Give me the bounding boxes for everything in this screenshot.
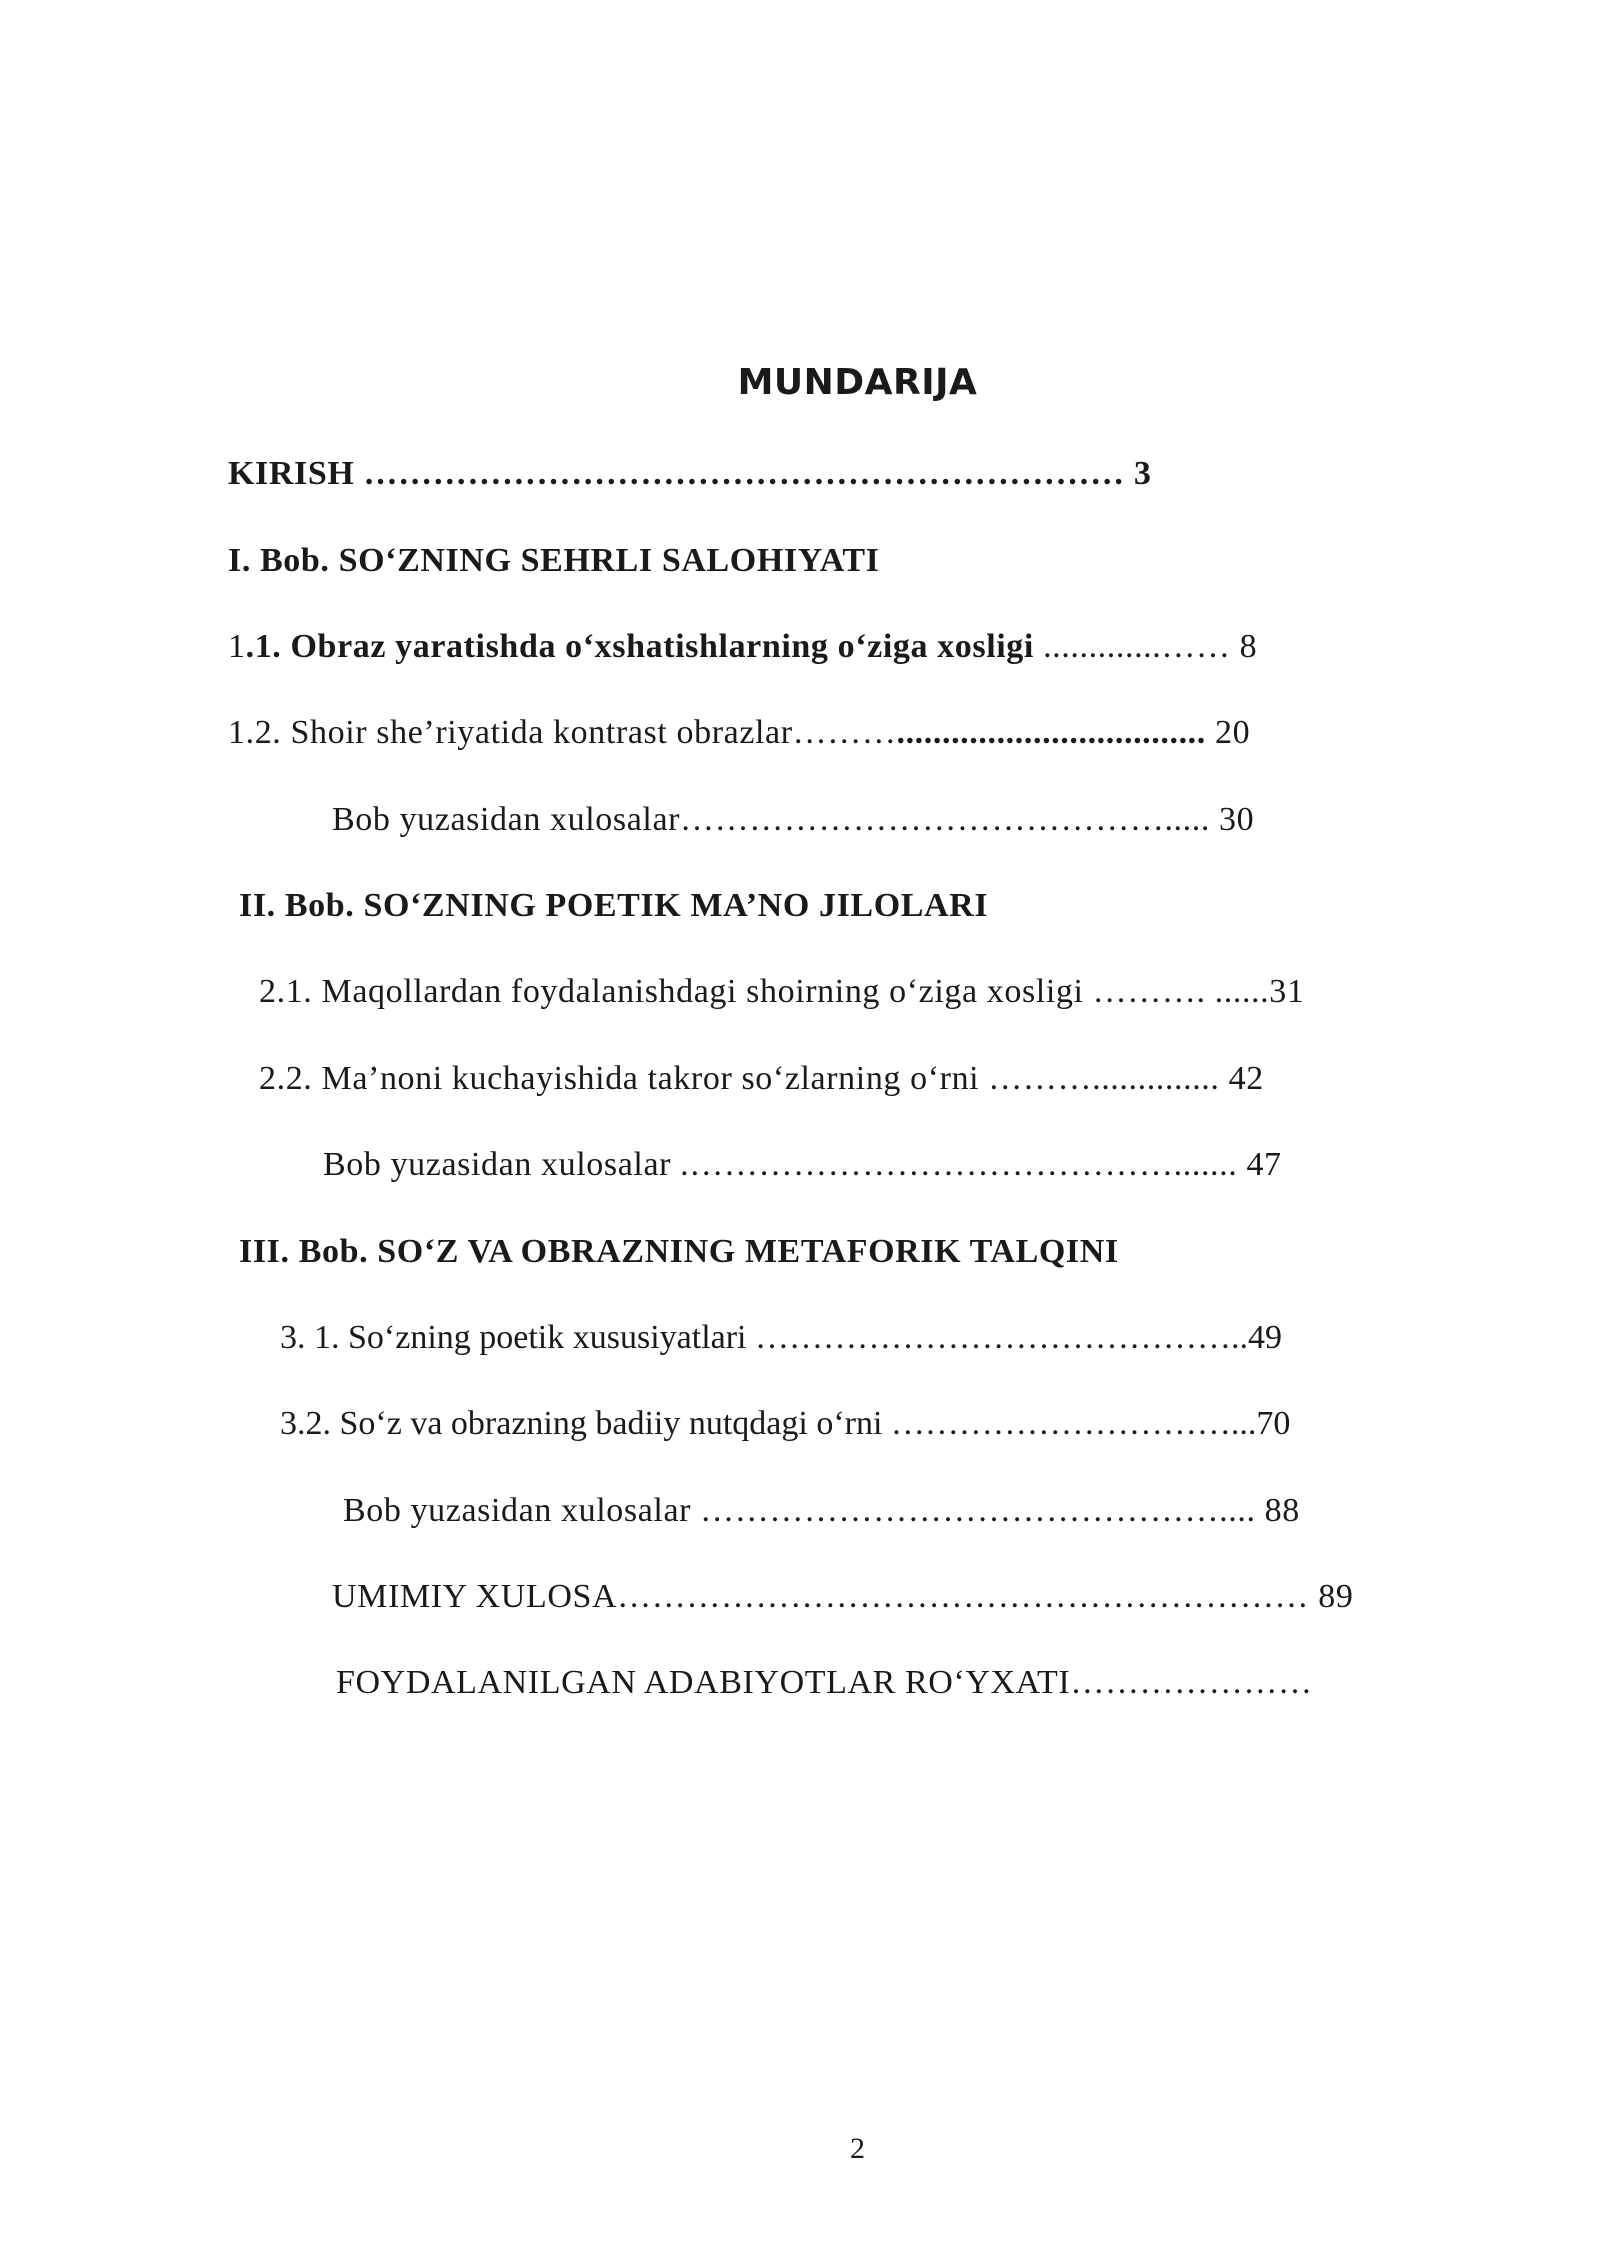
toc-entry-conclusion: UMIMIY XULOSA…………………………………………………… 89: [332, 1578, 1354, 1615]
toc-entry-1-summary: Bob yuzasidan xulosalar……………………………………..... 30: [332, 801, 1255, 838]
toc-entry-1-1-page: .............…… 8: [1033, 628, 1258, 665]
toc-entry-1-2-page: 20: [1205, 714, 1251, 751]
toc-entry-3-1: 3. 1. So‘zning poetik xususiyatlari ……………………………………..49: [280, 1319, 1283, 1356]
toc-entry-1-1-title: .1. Obraz yaratishda o‘xshatishlarning o‘ziga xosligi: [245, 628, 1034, 665]
toc-entry-2-summary: Bob yuzasidan xulosalar .……………………………………....... 47: [323, 1146, 1282, 1183]
toc-entry-references: FOYDALANILGAN ADABIYOTLAR RO‘YXATI…………………: [336, 1664, 1313, 1701]
toc-entry-1-1-prefix: 1: [228, 628, 246, 665]
toc-chapter-3-heading: III. Bob. SO‘Z VA OBRAZNING METAFORIK TALQINI: [239, 1233, 1119, 1270]
page-title: MUNDARIJA: [737, 362, 978, 403]
toc-entry-1-2: [228, 711, 1250, 755]
toc-entry-kirish: KIRISH ………………………………………………………… 3: [228, 455, 1152, 492]
toc-entry-1-2-title: 1.2. Shoir she’riyatida kontrast obrazlar………: [228, 714, 897, 751]
toc-entry-2-1: 2.1. Maqollardan foydalanishdagi shoirning o‘ziga xosligi ………. ......31: [259, 973, 1305, 1010]
toc-chapter-1-heading: I. Bob. SO‘ZNING SEHRLI SALOHIYATI: [228, 542, 880, 579]
toc-chapter-2-heading: II. Bob. SO‘ZNING POETIK MA’NO JILOLARI: [239, 887, 989, 924]
toc-entry-3-2: 3.2. So‘z va obrazning badiiy nutqdagi o‘rni …………………………...70: [280, 1405, 1291, 1442]
page-number: 2: [850, 2132, 865, 2165]
toc-entry-1-2-dots: ..................................: [896, 714, 1206, 751]
toc-entry-3-summary: Bob yuzasidan xulosalar ……………………………………….... 88: [343, 1492, 1300, 1529]
toc-entry-2-2: 2.2. Ma’noni kuchayishida takror so‘zlarning o‘rni ……….............. 42: [259, 1060, 1264, 1097]
toc-entry-1-1: [228, 625, 1257, 669]
